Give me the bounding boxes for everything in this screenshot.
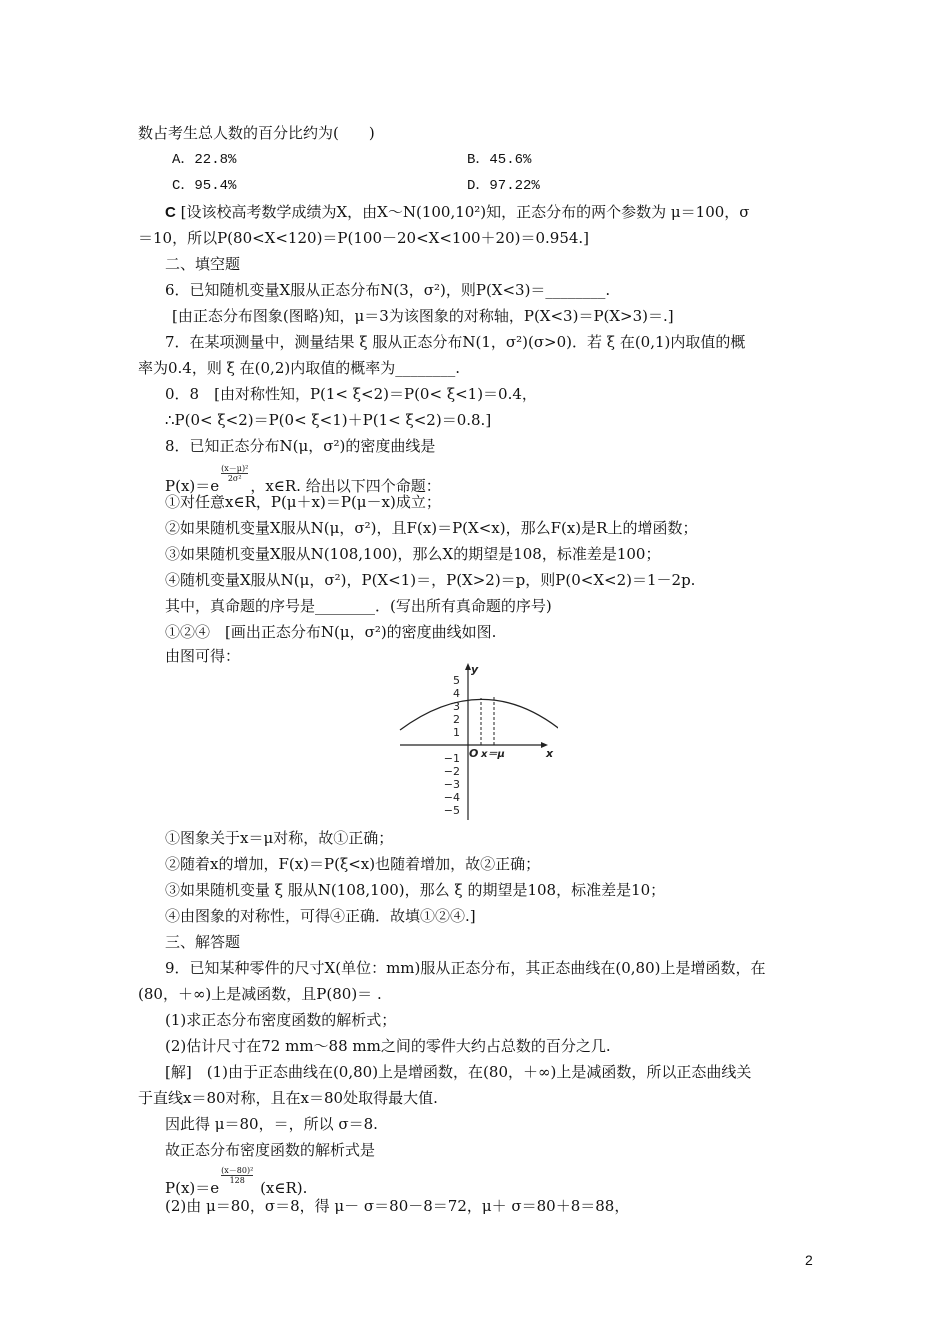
q8-density-formula: P(x)＝e $\frac{\text{(x－μ)²}}{\text{2σ²}}$ ，x∈R. 给出以下四个命题： xyxy=(165,464,441,495)
q5-stem-tail: 数占考生总人数的百分比约为( ) xyxy=(138,124,375,142)
density-curve xyxy=(400,699,558,745)
q8-proposition-4: ④随机变量X服从N(μ，σ²)，P(X<1)＝，P(X>2)＝p，则P(0<X<2)＝1－2p. xyxy=(165,571,696,589)
q5-option-d: D．97.22% xyxy=(467,178,540,194)
q9-exponent: $\frac{\text{(x－80)²}}{128}$ xyxy=(221,1166,254,1185)
section-heading-solution: 三、解答题 xyxy=(165,933,241,951)
q9-solution-line1: [解] (1)由于正态曲线在(0,80)上是增函数，在(80，＋∞)上是减函数，所以正态曲线关 xyxy=(165,1063,752,1081)
q9-subquestion-2: (2)估计尺寸在72 mm～88 mm之间的零件大约占总数的百分之几. xyxy=(165,1037,611,1055)
q8-answer: ①②④ [画出正态分布N(μ，σ²)的密度曲线如图. xyxy=(165,623,497,641)
q7-stem-line1: 7．在某项测量中，测量结果 ξ 服从正态分布N(1，σ²)(σ>0)．若 ξ 在(0,1)内取值的概 xyxy=(165,333,746,351)
q8-exponent: $\frac{\text{(x－μ)²}}{\text{2σ²}}$ xyxy=(221,464,249,483)
q9-solution-line5: (2)由 μ＝80，σ＝8，得 μ－ σ＝80－8＝72，μ＋ σ＝80＋8＝88， xyxy=(165,1197,630,1215)
q9-solution-line4: 故正态分布密度函数的解析式是 xyxy=(165,1141,376,1159)
y-axis-label: y xyxy=(471,663,479,676)
y-tick: −2 xyxy=(443,765,460,778)
y-tick: −4 xyxy=(443,791,460,804)
q5-option-c: C．95.4% xyxy=(172,178,237,194)
q9-solution-line3: 因此得 μ＝80，＝，所以 σ＝8. xyxy=(165,1115,378,1133)
y-tick: 4 xyxy=(453,687,460,700)
origin-label: O xyxy=(469,747,479,760)
q8-explanation-1: ①图象关于x＝μ对称，故①正确； xyxy=(165,829,394,847)
x-axis-label: x xyxy=(546,747,554,760)
q9-stem-line1: 9．已知某种零件的尺寸X(单位：mm)服从正态分布，其正态曲线在(0,80)上是增函数，在 xyxy=(165,959,766,977)
page-number: 2 xyxy=(805,1252,813,1268)
q9-solution-line2: 于直线x＝80对称，且在x＝80处取得最大值. xyxy=(138,1089,438,1107)
y-tick: −1 xyxy=(443,752,460,765)
q9-subquestion-1: (1)求正态分布密度函数的解析式； xyxy=(165,1011,397,1029)
y-tick: 5 xyxy=(453,674,460,687)
mu-label: x＝μ xyxy=(481,749,505,760)
y-tick: −5 xyxy=(443,804,460,817)
q7-answer: 0．8 [由对称性知，P(1< ξ<2)＝P(0< ξ<1)＝0.4， xyxy=(165,385,537,403)
q5-answer: C xyxy=(165,204,176,221)
q8-proposition-3: ③如果随机变量X服从N(108,100)，那么X的期望是108，标准差是100； xyxy=(165,545,661,563)
q6-stem: 6．已知随机变量X服从正态分布N(3，σ²)，则P(X<3)＝________. xyxy=(165,281,611,299)
q8-proposition-2: ②如果随机变量X服从N(μ，σ²)，且F(x)＝P(X<x)，那么F(x)是R上的增函数； xyxy=(165,519,698,537)
q7-explanation: ∴P(0< ξ<2)＝P(0< ξ<1)＋P(1< ξ<2)＝0.8.] xyxy=(165,411,492,429)
y-tick: 3 xyxy=(453,700,460,713)
q5-option-b: B．45.6% xyxy=(467,152,532,168)
y-tick: 1 xyxy=(453,726,460,739)
q8-stem: 8．已知正态分布N(μ，σ²)的密度曲线是 xyxy=(165,437,436,455)
y-tick: 2 xyxy=(453,713,460,726)
q9-stem-line2: (80，＋∞)上是减函数，且P(80)＝ . xyxy=(138,985,382,1003)
q9-density-formula: P(x)＝e $\frac{\text{(x－80)²}}{128}$ (x∈R). xyxy=(165,1166,308,1197)
q6-explanation: [由正态分布图象(图略)知，μ＝3为该图象的对称轴，P(X<3)＝P(X>3)＝.] xyxy=(172,307,674,325)
q5-option-a: A．22.8% xyxy=(172,152,237,168)
q8-proposition-1: ①对任意x∈R，P(μ＋x)＝P(μ－x)成立； xyxy=(165,493,441,511)
q8-explanation-3: ③如果随机变量 ξ 服从N(108,100)，那么 ξ 的期望是108，标准差是10； xyxy=(165,881,666,899)
q8-explanation-2: ②随着x的增加，F(x)＝P(ξ<x)也随着增加，故②正确； xyxy=(165,855,541,873)
q8-explanation-4: ④由图象的对称性，可得④正确．故填①②④.] xyxy=(165,907,476,925)
q7-stem-line2: 率为0.4，则 ξ 在(0,2)内取值的概率为________. xyxy=(138,359,460,377)
q8-figure-intro: 由图可得： xyxy=(165,647,241,665)
normal-curve-figure xyxy=(398,660,558,825)
q8-question: 其中，真命题的序号是________．(写出所有真命题的序号) xyxy=(165,597,552,615)
section-heading-fill-in: 二、填空题 xyxy=(165,255,241,273)
q5-explanation-line1: C [设该校高考数学成绩为X，由X～N(100,10²)知，正态分布的两个参数为 μ＝100，σ xyxy=(165,203,750,221)
q5-explanation-line2: ＝10，所以P(80<X<120)＝P(100－20<X<100＋20)＝0.954.] xyxy=(138,229,590,247)
y-tick: −3 xyxy=(443,778,460,791)
